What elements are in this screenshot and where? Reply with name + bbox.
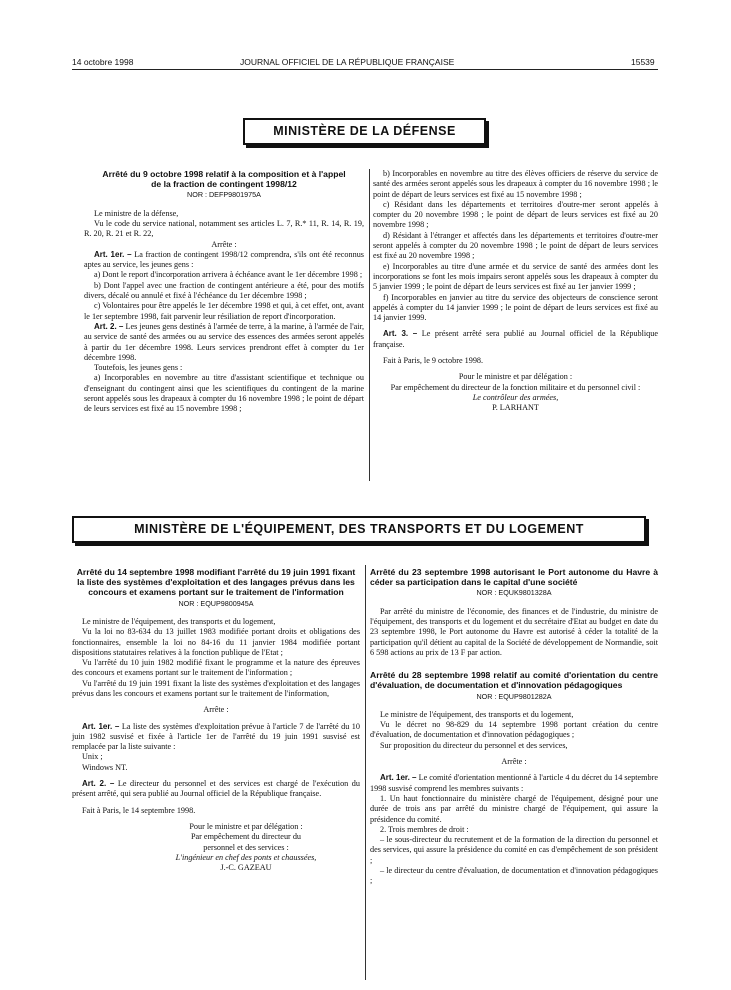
ministry-heading-equipment: MINISTÈRE DE L'ÉQUIPEMENT, DES TRANSPORTS ET DU LOGEMENT — [72, 516, 646, 543]
decree-title: Arrêté du 14 septembre 1998 modifiant l'arrêté du 19 juin 1991 fixant la liste des systèmes d'exploitation et des langages prévus dans les concours et examens portant sur le traitement de l'information — [76, 567, 356, 598]
article-label: Art. 1er. – — [82, 721, 120, 731]
paragraph: Vu l'arrêté du 10 juin 1982 modifié fixant le programme et la nature des épreuves des concours et examens portant sur le traitement de l'information ; — [72, 658, 360, 678]
list-item: Unix ; — [82, 752, 103, 762]
article-2 — [72, 779, 360, 800]
item-te: e) Incorporables au titre d'une armée et du service de santé des armées dont les incorporations se font les mois impairs seront appelés sous les drapeaux à compter du 5 janvier 1999 ; le point de départ de leurs services est fixé au 1er janvier 1999 ; — [373, 261, 658, 292]
article-text: Le présent arrêté sera publié au Journal officiel de la République française. — [373, 329, 658, 349]
decree-contingent-left — [84, 169, 364, 415]
fait-a-paris: Fait à Paris, le 14 septembre 1998. — [82, 805, 196, 815]
article-label: Art. 1er. – — [380, 773, 417, 783]
signature-title: Le contrôleur des armées, — [472, 392, 559, 402]
paragraph: Vu l'arrêté du 19 juin 1991 fixant la liste des systèmes d'exploitation et des langages prévus dans les concours et examens portant sur le traitement de l'information, — [72, 678, 360, 698]
article-1 — [84, 250, 364, 271]
header-rule — [72, 69, 658, 70]
article-label: Art. 2. – — [94, 321, 124, 331]
arrete-label: Arrête : — [203, 705, 229, 715]
list-item: Windows NT. — [82, 762, 128, 772]
nor-code: NOR : EQUK9801328A — [476, 588, 552, 598]
item-tc: c) Résidant dans les départements et territoires d'outre-mer seront appelés à compter du 20 novembre 1998 ; le point de départ de leurs services est fixé au 20 novembre 1998 ; — [373, 199, 658, 230]
article-text: La liste des systèmes d'exploitation prévue à l'article 7 de l'arrêté du 10 juin 1982 susvisé et fixée à l'article 1er de l'arrêté du 19 juin 1991 susvisé est remplacée par la liste suivante : — [72, 721, 360, 752]
article-text: La fraction de contingent 1998/12 comprendra, s'ils ont été reconnus aptes au service, les jeunes gens : — [84, 249, 364, 270]
article-3 — [373, 329, 658, 350]
item-ta: a) Incorporables en novembre au titre d'assistant scientifique et technique ou d'enseignant du contingent ainsi que les scientifiques du contingent de la marine seront appelés sous les drapeaux à compter du 16 novembre 1998 ; le point de départ de leurs services est fixé au 15 novembre 1998 ; — [84, 373, 364, 414]
paragraph: Sur proposition du directeur du personnel et des services, — [380, 740, 568, 750]
decree-systems-exploitation — [72, 567, 360, 873]
decree-title: Arrêté du 9 octobre 1998 relatif à la composition et à l'appel de la fraction de contingent 1998/12 — [102, 169, 346, 190]
article-label: Art. 1er. – — [94, 249, 132, 259]
column-divider — [369, 169, 370, 481]
signature-line: Pour le ministre et par délégation : — [458, 372, 573, 382]
arrete-label: Arrête : — [501, 757, 527, 767]
signature-line: Par empêchement du directeur de la fonction militaire et du personnel civil : — [390, 382, 641, 392]
column-divider — [365, 565, 366, 980]
item-2: 2. Trois membres de droit : — [380, 824, 469, 834]
paragraph: Le ministre de l'équipement, des transports et du logement, — [380, 709, 574, 719]
signature-line: Par empêchement du directeur du personnel et des services : — [190, 832, 302, 852]
item-td: d) Résidant à l'étranger et affectés dans les départements et territoires d'outre-mer seront appelés à compter du 20 novembre 1998 ; le point de départ de leurs services est fixé au 20 novembre 1998 ; — [373, 230, 658, 261]
fait-a-paris: Fait à Paris, le 9 octobre 1998. — [383, 356, 484, 366]
item-c: c) Volontaires pour être appelés le 1er décembre 1998 et qui, à cet effet, ont, avant le 1er septembre 1998, fait parvenir leur résiliation de report d'incorporation. — [84, 301, 364, 321]
dash-item: – le sous-directeur du recrutement et de la formation de la direction du personnel et des services, qui assure la présidence du comité en cas d'empêchement de son président ; — [370, 835, 658, 865]
arrete-label: Arrête : — [211, 239, 237, 249]
decree-contingent-right — [373, 169, 658, 414]
item-tb: b) Incorporables en novembre au titre des élèves officiers de réserve du service de santé des armées seront appelés sous les drapeaux à compter du 16 novembre 1998 ; le point de départ de leurs services est fixé au 15 novembre 1998 ; — [373, 169, 658, 199]
header-page-number: 15539 — [631, 57, 655, 67]
nor-code: NOR : DEFP9801975A — [187, 190, 261, 200]
dash-item: – le directeur du centre d'évaluation, de documentation et d'innovation pédagogiques ; — [370, 866, 658, 886]
article-label: Art. 2. – — [82, 779, 115, 789]
paragraph: Le ministre de l'équipement, des transports et du logement, — [82, 616, 276, 626]
ministry-heading-defense: MINISTÈRE DE LA DÉFENSE — [243, 118, 486, 145]
decree-title: Arrêté du 23 septembre 1998 autorisant le Port autonome du Havre à céder sa participation dans le capital d'une société — [370, 567, 658, 588]
nor-code: NOR : EQUP9801282A — [476, 691, 552, 701]
signatory-name: P. LARHANT — [492, 403, 539, 413]
signatory-name: J.-C. GAZEAU — [220, 863, 272, 873]
signature-title: L'ingénieur en chef des ponts et chaussées, — [175, 852, 317, 862]
article-text: Le directeur du personnel et des services est chargé de l'exécution du présent arrêté, qui sera publié au Journal officiel de la République française. — [72, 779, 360, 799]
paragraph: Le ministre de la défense, — [94, 208, 179, 218]
paragraph: Vu le décret no 98-829 du 14 septembre 1998 portant création du centre d'évaluation, de documentation et d'innovation pédagogiques ; — [370, 720, 658, 740]
paragraph: Par arrêté du ministre de l'économie, des finances et de l'industrie, du ministre de l'équipement, des transports et du logement et du secrétaire d'Etat au budget en date du 23 septembre 1998, le Port autonome du Havre est autorisé à céder la totalité de la participation qu'il détient au capital de la Société de développement de Normandie, soit 6 598 actions au prix de 13 F par action. — [370, 606, 658, 657]
nor-code: NOR : EQUP9800945A — [178, 598, 254, 608]
item-a: a) Dont le report d'incorporation arrivera à échéance avant le 1er décembre 1998 ; — [94, 270, 363, 280]
paragraph: Vu le code du service national, notamment ses articles L. 7, R.* 11, R. 14, R. 19, R. 20, R. 21 et R. 22, — [84, 219, 364, 239]
item-tf: f) Incorporables en janvier au titre du service des objecteurs de conscience seront appelés à compter du 14 janvier 1999 ; le point de départ de leurs services est fixé au 14 janvier 1999. — [373, 292, 658, 323]
article-text: Les jeunes gens destinés à l'armée de terre, à la marine, à l'armée de l'air, au service de santé des armées ou au service des essences des armées seront appelés à partir du 1er décembre 1998. Leurs services prendront effet à compter du 1er décembre 1998. — [84, 321, 365, 362]
item-1: 1. Un haut fonctionnaire du ministère chargé de l'équipement, désigné pour une durée de trois ans par arrêté du ministre chargé de l'équipement, qui assure la présidence du comité. — [370, 793, 658, 824]
signature-line: Pour le ministre et par délégation : — [189, 821, 303, 831]
item-b: b) Dont l'appel avec une fraction de contingent antérieure a été, pour des motifs divers, décalé ou annulé et fixé à l'échéance du 1er décembre 1998 ; — [84, 280, 364, 301]
article-1 — [370, 773, 658, 794]
article-label: Art. 3. – — [383, 329, 418, 339]
decree-port-havre — [370, 567, 658, 887]
article-2 — [84, 322, 364, 363]
decree-title: Arrêté du 28 septembre 1998 relatif au comité d'orientation du centre d'évaluation, de documentation et d'innovation pédagogiques — [370, 670, 658, 691]
article-1 — [72, 722, 360, 753]
header-journal: JOURNAL OFFICIEL DE LA RÉPUBLIQUE FRANÇAISE — [240, 57, 455, 67]
header-date: 14 octobre 1998 — [72, 57, 134, 67]
article-text: Le comité d'orientation mentionné à l'article 4 du décret du 14 septembre 1998 susvisé comprend les membres suivants : — [370, 773, 659, 793]
paragraph: Toutefois, les jeunes gens : — [94, 363, 183, 373]
paragraph: Vu la loi no 83-634 du 13 juillet 1983 modifiée portant droits et obligations des fonctionnaires, ensemble la loi no 84-16 du 11 janvier 1984 modifiée portant dispositions statutaires relatives à la fonction publique de l'Etat ; — [72, 627, 360, 657]
